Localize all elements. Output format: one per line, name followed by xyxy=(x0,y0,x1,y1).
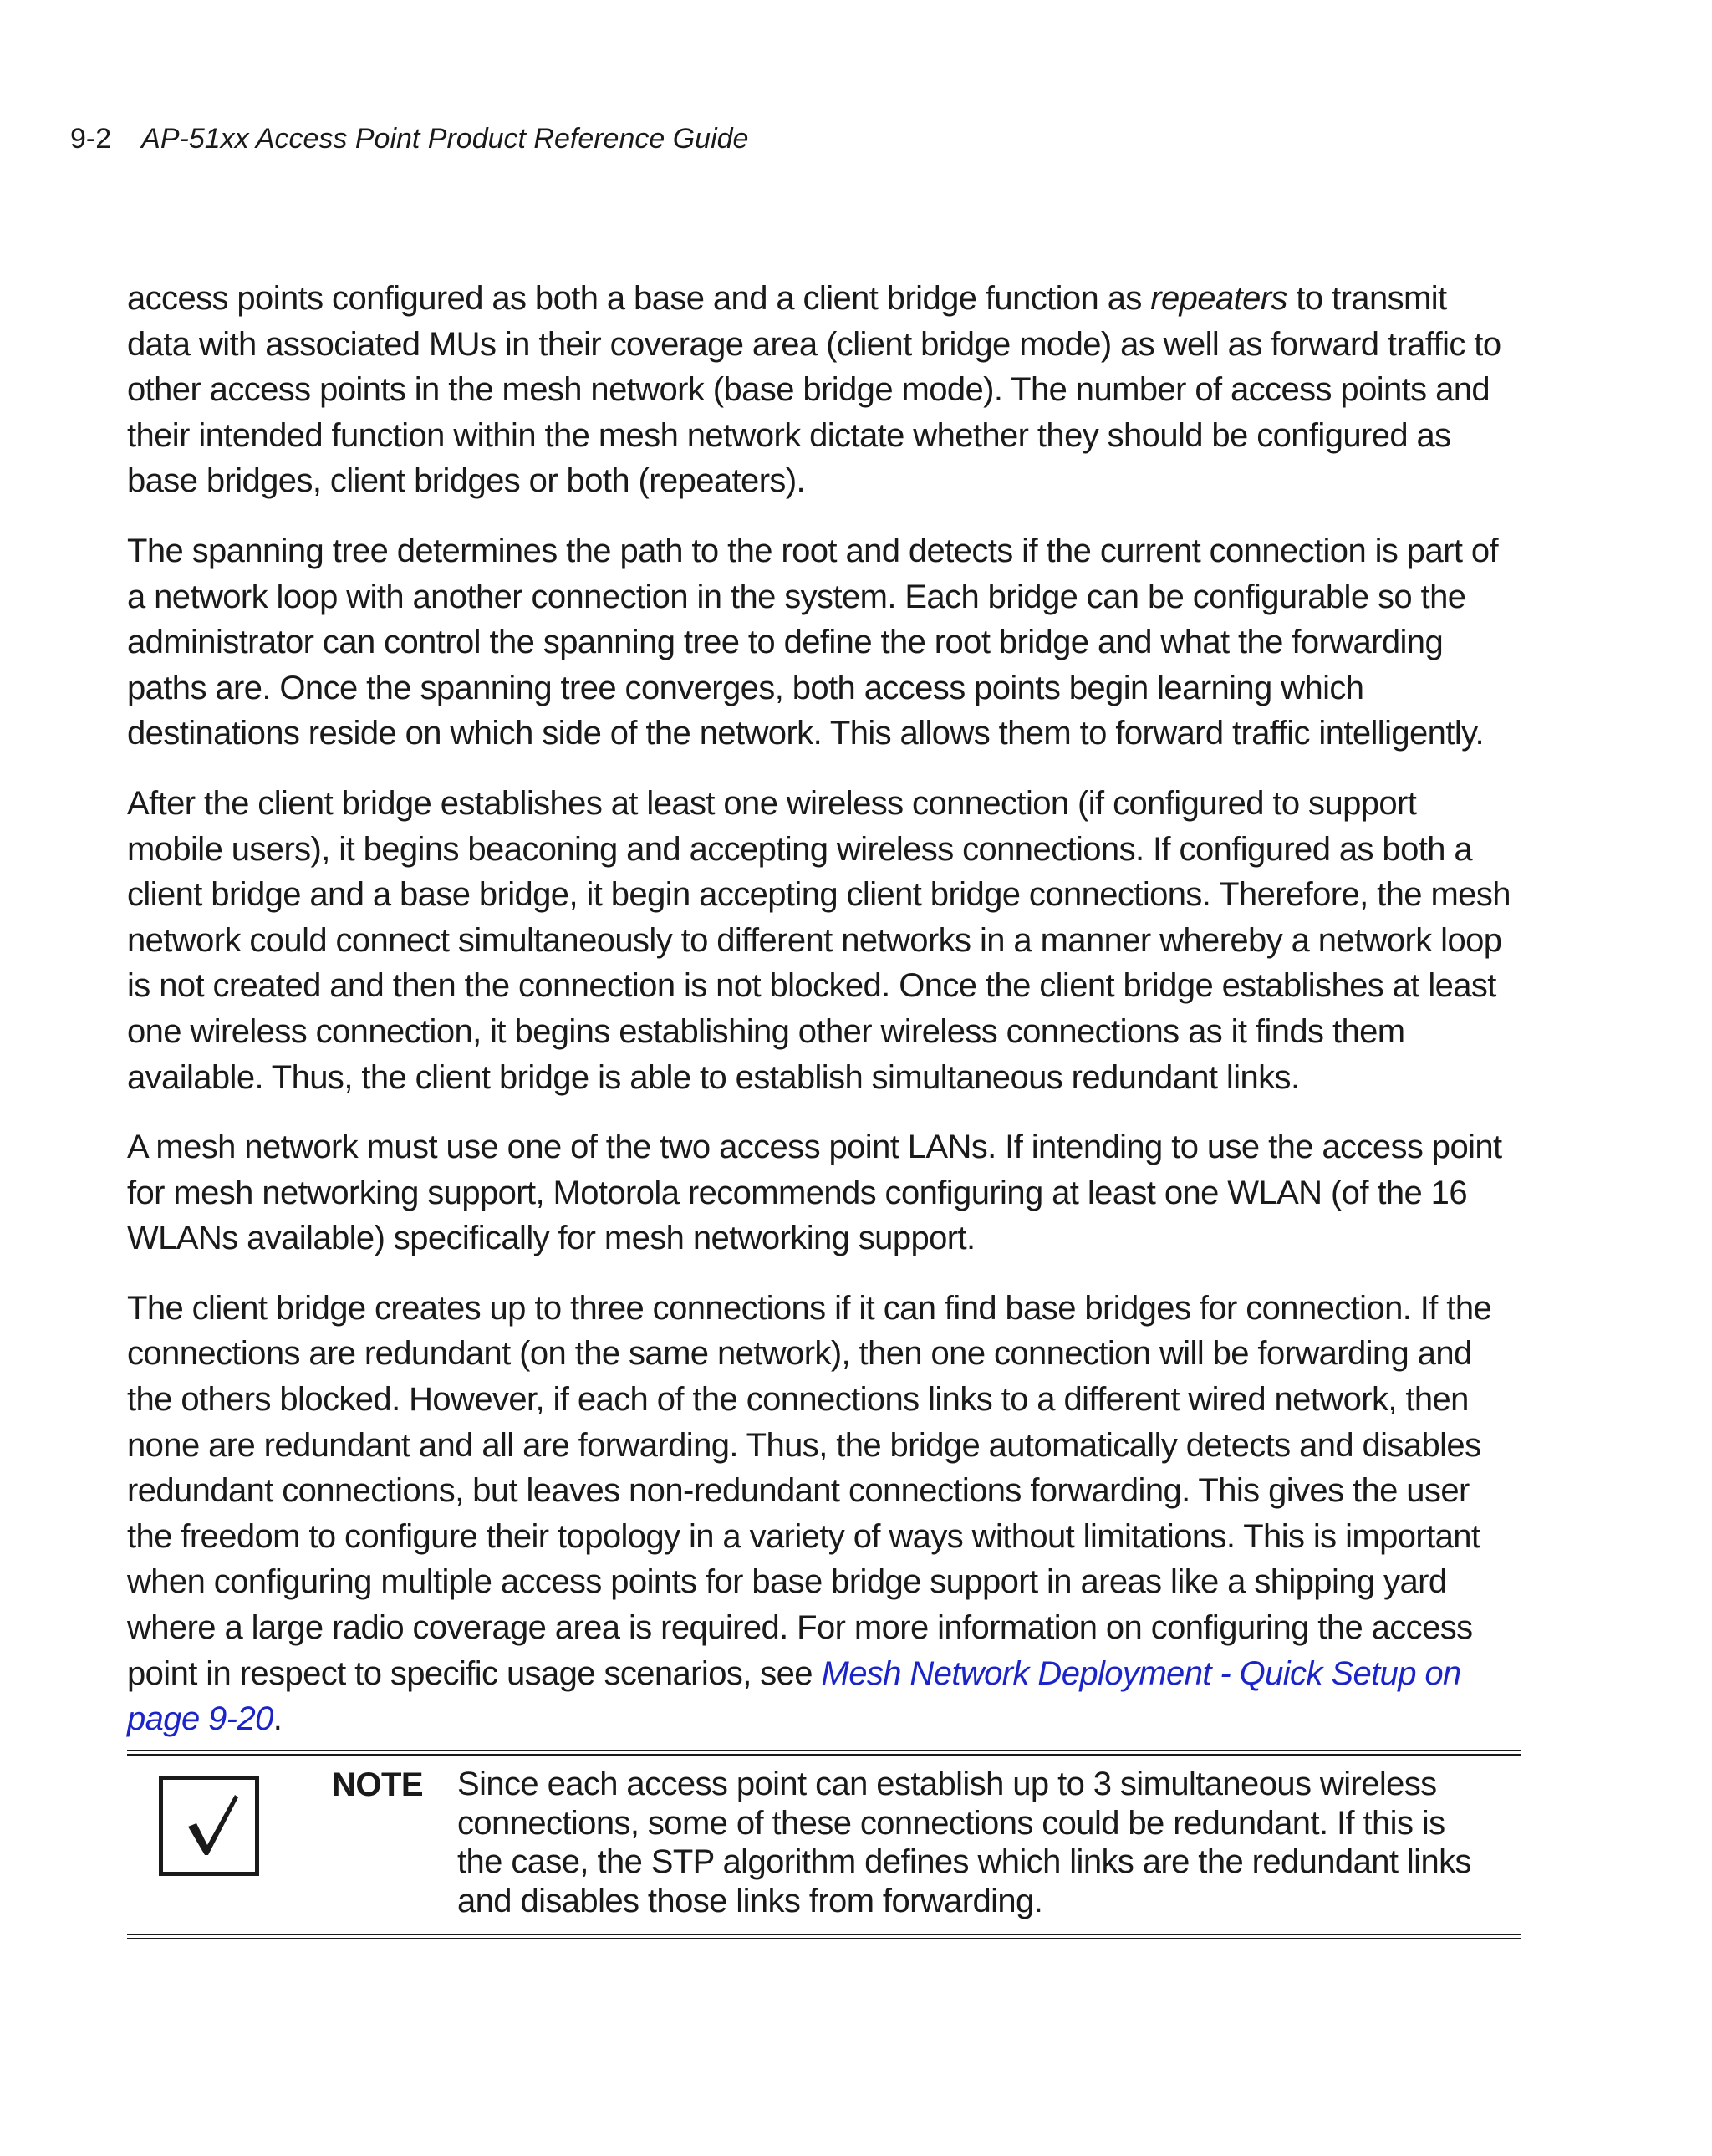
emphasis-repeaters: repeaters xyxy=(1150,280,1287,317)
note-box xyxy=(127,1750,1521,1939)
paragraph-mesh-network: A mesh network must use one of the two access point LANs. If intending to use the access point for mesh networking support, Motorola recommends configuring at least one WLAN (of the 16 WLANs available) specifically for mesh networking support. xyxy=(127,1129,1502,1257)
note-text: Since each access point can establish up to 3 simultaneous wireless connections, some of these connections could be redundant. If this is the case, the STP algorithm defines which links are the redundant links and disables those links from forwarding. xyxy=(457,1766,1471,1919)
paragraph-end: . xyxy=(273,1700,283,1738)
page-number: 9-2 xyxy=(70,123,112,155)
note-bottom-rule xyxy=(127,1934,1521,1939)
note-top-rule xyxy=(127,1750,1521,1756)
paragraph-spanning-tree: The spanning tree determines the path to the root and detects if the current connection is part of a network loop with another connection in the system. Each bridge can be configurable so the administrator can control the spanning tree to define the root bridge and what the forwarding paths are. Once the spanning tree converges, both access points begin learning which destinations reside on which side of the network. This allows them to forward traffic intelligently. xyxy=(127,532,1499,752)
paragraph-client-bridge: After the client bridge establishes at least one wireless connection (if configured to support mobile users), it begins beaconing and accepting wireless connections. If configured as both a client bridge and a base bridge, it begin accepting client bridge connections. Therefore, the mesh network could connect simultaneously to different networks in a manner whereby a network loop is not created and then the connection is not blocked. Once the client bridge establishes at least one wireless connection, it begins establishing other wireless connections as it finds them available. Thus, the client bridge is able to establish simultaneous redundant links. xyxy=(127,784,1511,1096)
mesh-deployment-link[interactable]: Mesh Network Deployment - Quick Setup on page 9-20 xyxy=(127,1654,1461,1738)
checkmark-glyph xyxy=(163,1780,255,1872)
paragraph-connections xyxy=(127,1286,1515,1742)
paragraph-text: to transmit data with associated MUs in their coverage area (client bridge mode) as well as forward traffic to other access points in the mesh network (base bridge mode). The number of access points and their intended function within the mesh network dictate whether they should be configured as base bridges, client bridges or both (repeaters). xyxy=(127,280,1501,500)
note-label: NOTE xyxy=(332,1766,424,1803)
page-header xyxy=(70,122,748,155)
paragraph-text: access points configured as both a base and a client bridge function as xyxy=(127,280,1151,317)
paragraph-repeaters xyxy=(127,276,1515,504)
checkmark-icon xyxy=(159,1776,259,1876)
paragraph-text: The client bridge creates up to three connections if it can find base bridges for connection. If the connections are redundant (on the same network), then one connection will be forwarding and the others blocked. However, if each of the connections links to a different wired network, then none are redundant and all are forwarding. Thus, the bridge automatically detects and disables redundant connections, but leaves non-redundant connections forwarding. This gives the user the freedom to configure their topology in a variety of ways without limitations. This is important when configuring multiple access points for base bridge support in areas like a shipping yard where a large radio coverage area is required. For more information on configuring the access point in respect to specific usage scenarios, see xyxy=(127,1289,1492,1692)
body-text xyxy=(127,276,1515,1766)
document-title: AP-51xx Access Point Product Reference Guide xyxy=(141,123,749,155)
